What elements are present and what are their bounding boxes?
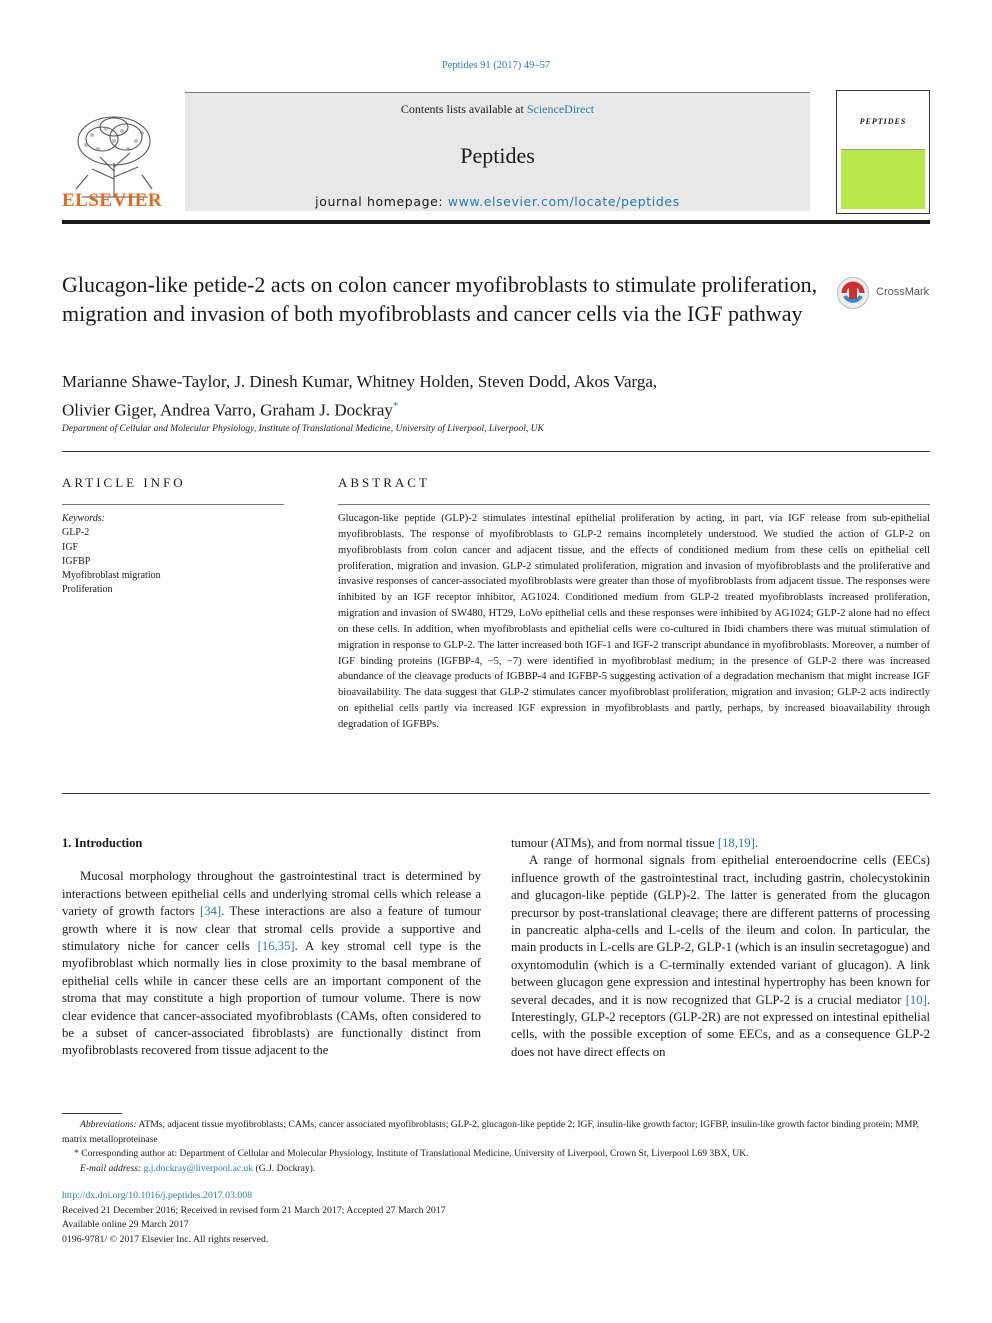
corresponding-author-mark[interactable]: * <box>392 400 399 412</box>
keywords-label: Keywords: <box>62 513 105 524</box>
sciencedirect-link[interactable]: ScienceDirect <box>526 102 595 116</box>
divider <box>62 793 930 794</box>
footnotes: Abbreviations: ATMs, adjacent tissue myofibroblasts; CAMs, cancer associated myofibroblasts; GLP-2, glucagon-like peptide 2; IGF, insulin-like growth factor; IGFBP, insulin-like growth factor binding protein; MMP, matrix metalloproteinase * Corresponding author at: Department of Cellular and Molecular Physiology, Institute of Translational Medicine, University of Liverpool, Crown St, Liverpool L69 3BX, UK. E-mail address: g.j.dockray@liverpool.ac.uk (G.J. Dockray). <box>62 1119 920 1174</box>
article-title: Glucagon-like petide-2 acts on colon cancer myofibroblasts to stimulate proliferation, migration and invasion of both myofibroblasts and cancer cells via the IGF pathway <box>62 272 818 326</box>
email-link[interactable]: g.j.dockray@liverpool.ac.uk <box>143 1162 254 1174</box>
journal-header-band <box>185 92 810 211</box>
homepage-link[interactable]: www.elsevier.com/locate/peptides <box>447 194 680 209</box>
corresponding-author-note: Corresponding author at: Department of Cellular and Molecular Physiology, Institute of Translational Medicine, University of Liverpool, Crown St, Liverpool L69 3BX, UK. <box>78 1148 749 1159</box>
crossmark-label: CrossMark <box>876 286 930 298</box>
footnote-rule <box>62 1113 122 1114</box>
available-online: Available online 29 March 2017 <box>62 1219 189 1231</box>
abbreviations-text: ATMs, adjacent tissue myofibroblasts; CAMs, cancer associated myofibroblasts; GLP-2, glucagon-like peptide 2; IGF, insulin-like growth factor; IGFBP, insulin-like growth factor binding protein; MMP, matrix metalloproteinase <box>62 1119 920 1145</box>
journal-citation[interactable]: Peptides 91 (2017) 49–57 <box>441 60 551 71</box>
reference-link[interactable]: [34] <box>199 904 222 919</box>
paragraph: A range of hormonal signals from epithelial enteroendocrine cells (EECs) influence growth of the gastrointestinal tract, including gastrin, cholecystokinin and glucagon-like peptide (GLP)-2. The latter is generated from the glucagon precursor by post-translational cleavage; there are different patterns of processing in pancreatic alpha-cells and L-cells of the ileum and colon. In particular, the main products in L-cells are GLP-2, GLP-1 (which is an insulin secretagogue) and oxyntomodulin (which is a C-terminally extended variant of glucagon). A link between glucagon gene expression and intestinal hypertrophy has been known for several decades, and it is now recognized that GLP-2 is a crucial mediator [10]. Interestingly, GLP-2 receptors (GLP-2R) are not expressed on intestinal epithelial cells, with the possible exception of some EECs, and as a consequence GLP-2 does not have direct effects on <box>511 853 930 1059</box>
divider <box>338 504 930 505</box>
keyword: Proliferation <box>62 584 113 596</box>
author-list <box>62 370 822 423</box>
journal-cover-thumbnail[interactable] <box>836 90 930 214</box>
keyword: IGF <box>62 541 79 553</box>
crossmark-icon <box>836 276 872 310</box>
copyright: 0196-9781/ © 2017 Elsevier Inc. All rights reserved. <box>62 1233 269 1245</box>
divider <box>62 451 930 452</box>
contents-line <box>185 102 810 117</box>
keyword: Myofibroblast migration <box>62 570 161 582</box>
cover-title: PEPTIDES <box>859 117 907 126</box>
crossmark-badge[interactable] <box>836 276 932 310</box>
reference-link[interactable]: [16,35] <box>257 939 295 954</box>
journal-name: Peptides <box>460 143 535 168</box>
abstract-heading: ABSTRACT <box>338 475 430 490</box>
divider <box>62 504 284 505</box>
abbreviations-label: Abbreviations: <box>80 1119 137 1130</box>
homepage-line <box>185 194 810 209</box>
header-rule <box>62 220 930 224</box>
reference-link[interactable]: [18,19] <box>717 836 755 850</box>
author-affiliation: Department of Cellular and Molecular Physiology, Institute of Translational Medicine, University of Liverpool, Liverpool, UK <box>62 424 544 434</box>
corresponding-mark: * <box>74 1148 79 1159</box>
abstract-text: Glucagon-like peptide (GLP)-2 stimulates intestinal epithelial proliferation by acting, in part, via IGF release from sub-epithelial myofibroblasts. The response of myofibroblasts to GLP-2 remains incompletely understood. We studied the action of GLP-2 on myofibroblasts from colon cancer and adjacent tissue, and the effects of conditioned medium from these cells on epithelial cell proliferation, migration and invasion. GLP-2 stimulated proliferation, migration and invasion of myofibroblasts and the proliferative and invasive responses of cancer-associated myofibroblasts were greater than those of myofibroblasts from adjacent tissue. The responses were inhibited by an IGF receptor inhibitor, AG1024. Conditioned medium from GLP-2 treated myofibroblasts increased proliferation, migration and invasion of SW480, HT29, LoVo epithelial cells and these responses were inhibited by AG1024; GLP-2 alone had no effect on these cells. In addition, when myofibroblasts and epithelial cells were co-cultured in Ibidi chambers there was mutual stimulation of migration in response to GLP-2. The latter increased both IGF-1 and IGF-2 transcript abundance in myofibroblasts. Moreover, a number of IGF binding proteins (IGFBP-4, −5, −7) were identified in myofibroblast medium; in the presence of GLP-2 there was increased abundance of the cleavage products of IGBBP-4 and IGFBP-5 suggesting activation of a degradation mechanism that might increase IGF bioavailability. The data suggest that GLP-2 stimulates cancer myofibroblast proliferation, migration and invasion; GLP-2 acts indirectly on epithelial cells partly via increased IGF expression in myofibroblasts and partly, perhaps, by increased bioavailability through degradation of IGFBPs. <box>338 513 930 730</box>
body-column-left <box>62 835 481 1060</box>
received-dates: Received 21 December 2016; Received in revised form 21 March 2017; Accepted 27 March 2017 <box>62 1204 446 1216</box>
keyword: IGFBP <box>62 555 91 567</box>
authors-line-2: Olivier Giger, Andrea Varro, Graham J. Dockray <box>62 400 393 420</box>
paragraph: Mucosal morphology throughout the gastrointestinal tract is determined by interactions between epithelial cells and underlying stromal cells which release a variety of growth factors [34]. These interactions are also a feature of tumour growth where it is now clear that stromal cells provide a supportive and stimulatory niche for cancer cells [16,35]. A key stromal cell type is the myofibroblast which normally lies in close proximity to the basal membrane of epithelial cells while in cancer these cells are an important component of the stroma that may constitute a high proportion of tumour volume. There is now clear evidence that cancer-associated myofibroblasts (CAMs, often considered to be a subset of cancer-associated fibroblasts) are functionally distinct from myofibroblasts recovered from tissue adjacent to the <box>62 869 481 1058</box>
keyword: GLP-2 <box>62 527 90 539</box>
paragraph: tumour (ATMs), and from normal tissue [18,19]. <box>511 836 759 850</box>
reference-link[interactable]: [10] <box>905 992 927 1007</box>
section-heading: 1. Introduction <box>62 836 143 850</box>
authors-line-1: Marianne Shawe-Taylor, J. Dinesh Kumar, Whitney Holden, Steven Dodd, Akos Varga, <box>62 372 658 391</box>
contents-prefix: Contents lists available at <box>400 102 527 116</box>
doi-link[interactable]: http://dx.doi.org/10.1016/j.peptides.2017.03.008 <box>62 1190 253 1201</box>
body-column-right <box>511 835 930 1061</box>
publication-history <box>62 1189 662 1247</box>
keywords-block <box>62 512 292 598</box>
elsevier-wordmark: ELSEVIER <box>62 190 163 211</box>
article-info-heading: ARTICLE INFO <box>62 475 186 490</box>
email-label: E-mail address: <box>80 1162 142 1174</box>
homepage-prefix: journal homepage: <box>315 194 448 209</box>
